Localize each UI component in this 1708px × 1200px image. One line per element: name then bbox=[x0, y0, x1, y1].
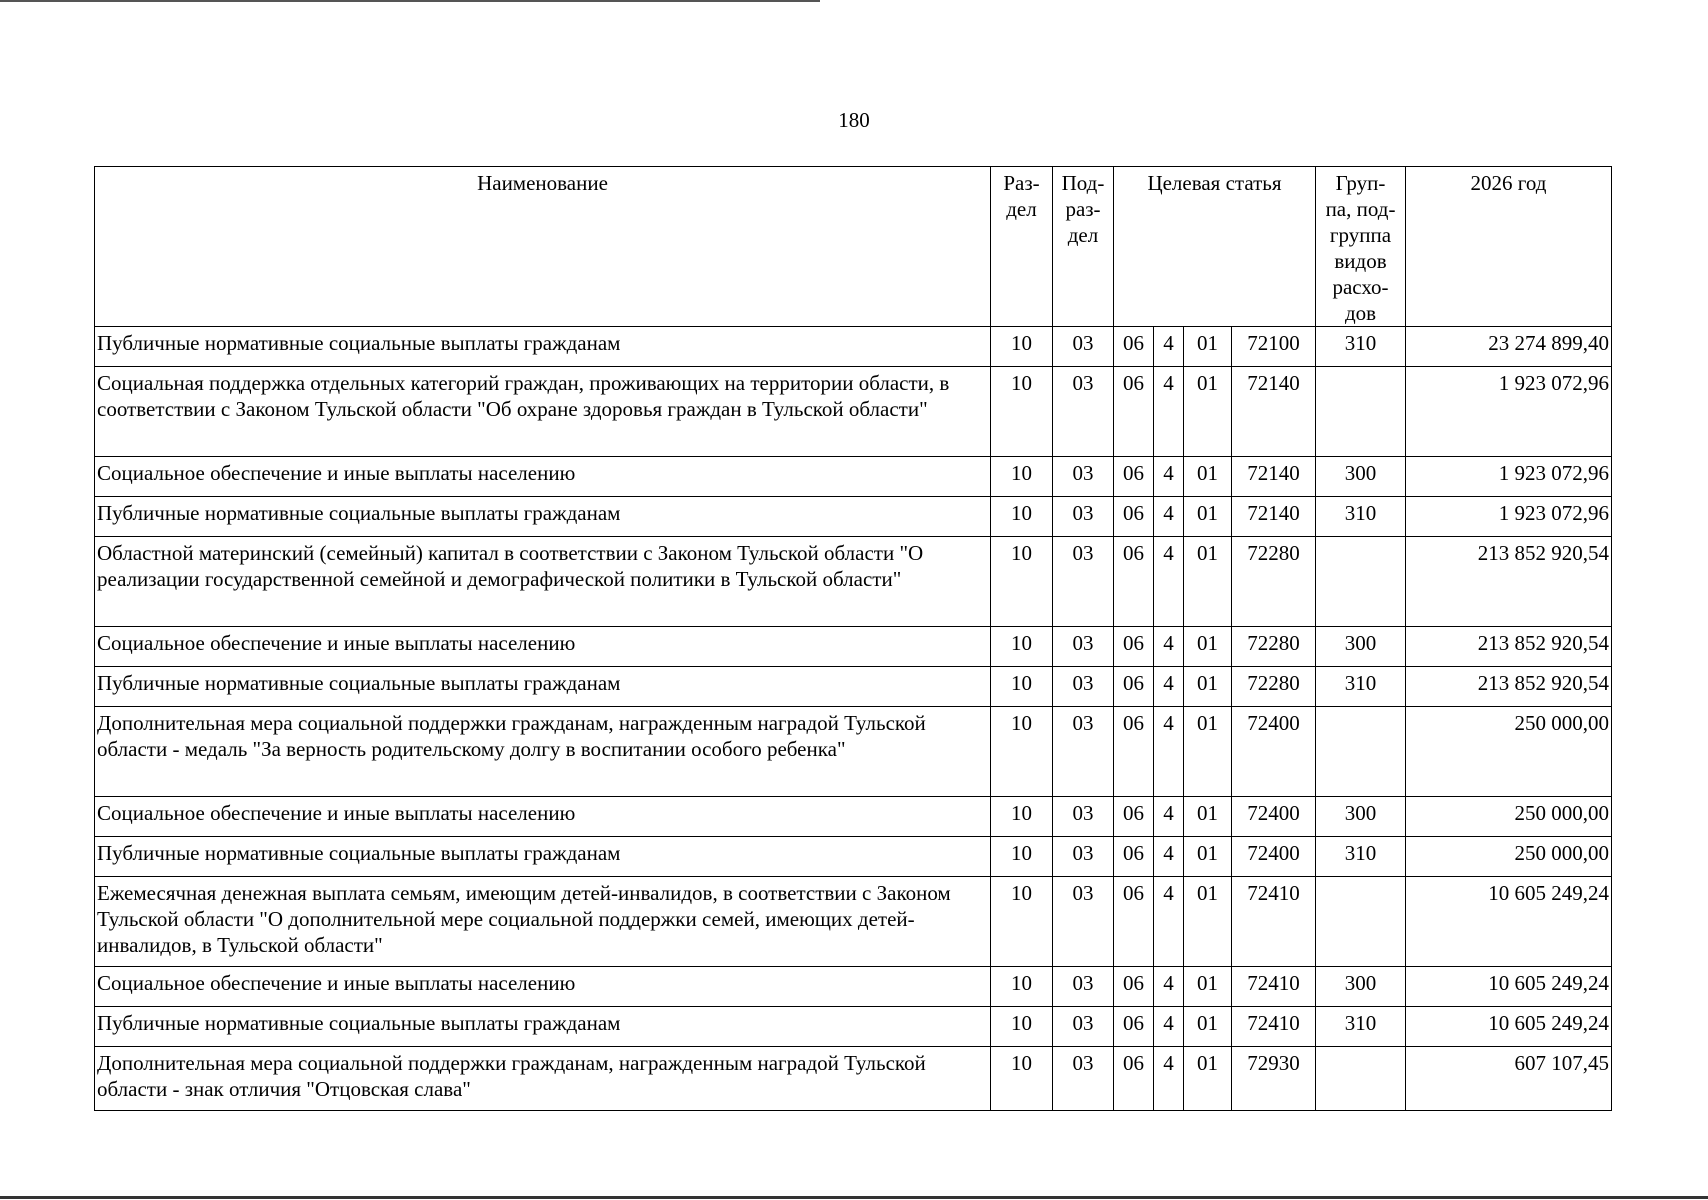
cell-subsection: 03 bbox=[1053, 707, 1114, 797]
cell-section: 10 bbox=[991, 877, 1053, 967]
table-row bbox=[95, 1007, 1612, 1047]
cell-target-type: 4 bbox=[1154, 967, 1184, 1007]
cell-target-subprogram: 01 bbox=[1184, 1007, 1232, 1047]
table-row bbox=[95, 497, 1612, 537]
cell-name: Дополнительная мера социальной поддержки гражданам, награжденным наградой Тульской области - знак отличия "Отцовская слава" bbox=[95, 1047, 991, 1111]
cell-subsection: 03 bbox=[1053, 367, 1114, 457]
cell-name: Публичные нормативные социальные выплаты гражданам bbox=[95, 497, 991, 537]
cell-section: 10 bbox=[991, 327, 1053, 367]
cell-name: Публичные нормативные социальные выплаты гражданам bbox=[95, 837, 991, 877]
cell-expense-group: 310 bbox=[1316, 667, 1406, 707]
cell-expense-group bbox=[1316, 1047, 1406, 1111]
cell-amount: 250 000,00 bbox=[1406, 707, 1612, 797]
cell-target-type: 4 bbox=[1154, 627, 1184, 667]
cell-amount: 1 923 072,96 bbox=[1406, 497, 1612, 537]
cell-section: 10 bbox=[991, 1047, 1053, 1111]
cell-expense-group: 300 bbox=[1316, 457, 1406, 497]
cell-expense-group bbox=[1316, 367, 1406, 457]
cell-target-subprogram: 01 bbox=[1184, 967, 1232, 1007]
header-target-article: Целевая статья bbox=[1114, 167, 1316, 327]
cell-target-type: 4 bbox=[1154, 707, 1184, 797]
cell-target-type: 4 bbox=[1154, 537, 1184, 627]
cell-expense-group: 310 bbox=[1316, 497, 1406, 537]
cell-name: Публичные нормативные социальные выплаты гражданам bbox=[95, 327, 991, 367]
cell-target-subprogram: 01 bbox=[1184, 667, 1232, 707]
page-number: 180 bbox=[838, 108, 870, 132]
table-row bbox=[95, 967, 1612, 1007]
cell-subsection: 03 bbox=[1053, 667, 1114, 707]
cell-section: 10 bbox=[991, 537, 1053, 627]
cell-subsection: 03 bbox=[1053, 627, 1114, 667]
table-header-row bbox=[95, 167, 1612, 327]
table-row bbox=[95, 1047, 1612, 1111]
table-row bbox=[95, 367, 1612, 457]
table-body bbox=[95, 327, 1612, 1111]
cell-subsection: 03 bbox=[1053, 797, 1114, 837]
cell-target-subprogram: 01 bbox=[1184, 327, 1232, 367]
cell-subsection: 03 bbox=[1053, 1047, 1114, 1111]
header-group: Груп- па, под- группа видов расхо- дов bbox=[1316, 167, 1406, 327]
cell-target-program: 06 bbox=[1114, 967, 1154, 1007]
cell-target-type: 4 bbox=[1154, 877, 1184, 967]
cell-target-program: 06 bbox=[1114, 627, 1154, 667]
budget-table bbox=[94, 166, 1612, 1111]
cell-target-type: 4 bbox=[1154, 797, 1184, 837]
cell-target-program: 06 bbox=[1114, 537, 1154, 627]
cell-target-program: 06 bbox=[1114, 877, 1154, 967]
cell-section: 10 bbox=[991, 1007, 1053, 1047]
cell-target-program: 06 bbox=[1114, 327, 1154, 367]
cell-target-direction: 72400 bbox=[1232, 837, 1316, 877]
cell-subsection: 03 bbox=[1053, 967, 1114, 1007]
cell-section: 10 bbox=[991, 967, 1053, 1007]
cell-target-direction: 72400 bbox=[1232, 707, 1316, 797]
cell-name: Социальная поддержка отдельных категорий граждан, проживающих на территории области, в соответствии с Законом Тульской области "Об охране здоровья граждан в Тульской области" bbox=[95, 367, 991, 457]
cell-amount: 607 107,45 bbox=[1406, 1047, 1612, 1111]
header-section: Раз- дел bbox=[991, 167, 1053, 327]
cell-amount: 23 274 899,40 bbox=[1406, 327, 1612, 367]
cell-name: Публичные нормативные социальные выплаты гражданам bbox=[95, 667, 991, 707]
cell-section: 10 bbox=[991, 837, 1053, 877]
table-row bbox=[95, 877, 1612, 967]
cell-target-direction: 72930 bbox=[1232, 1047, 1316, 1111]
table-row bbox=[95, 797, 1612, 837]
cell-target-program: 06 bbox=[1114, 497, 1154, 537]
cell-expense-group bbox=[1316, 877, 1406, 967]
cell-subsection: 03 bbox=[1053, 837, 1114, 877]
cell-target-subprogram: 01 bbox=[1184, 367, 1232, 457]
cell-subsection: 03 bbox=[1053, 497, 1114, 537]
cell-expense-group bbox=[1316, 537, 1406, 627]
cell-subsection: 03 bbox=[1053, 327, 1114, 367]
cell-target-program: 06 bbox=[1114, 367, 1154, 457]
cell-name: Социальное обеспечение и иные выплаты населению bbox=[95, 627, 991, 667]
table-row bbox=[95, 327, 1612, 367]
cell-target-type: 4 bbox=[1154, 327, 1184, 367]
cell-amount: 10 605 249,24 bbox=[1406, 1007, 1612, 1047]
cell-amount: 1 923 072,96 bbox=[1406, 457, 1612, 497]
table-row bbox=[95, 537, 1612, 627]
cell-target-direction: 72140 bbox=[1232, 497, 1316, 537]
cell-section: 10 bbox=[991, 667, 1053, 707]
cell-target-type: 4 bbox=[1154, 1047, 1184, 1111]
cell-amount: 10 605 249,24 bbox=[1406, 967, 1612, 1007]
cell-target-program: 06 bbox=[1114, 707, 1154, 797]
cell-name: Социальное обеспечение и иные выплаты населению bbox=[95, 457, 991, 497]
cell-target-direction: 72100 bbox=[1232, 327, 1316, 367]
cell-target-subprogram: 01 bbox=[1184, 457, 1232, 497]
cell-amount: 250 000,00 bbox=[1406, 797, 1612, 837]
table-row bbox=[95, 707, 1612, 797]
cell-target-program: 06 bbox=[1114, 457, 1154, 497]
cell-target-program: 06 bbox=[1114, 667, 1154, 707]
cell-target-direction: 72280 bbox=[1232, 667, 1316, 707]
cell-section: 10 bbox=[991, 797, 1053, 837]
cell-target-subprogram: 01 bbox=[1184, 707, 1232, 797]
cell-target-subprogram: 01 bbox=[1184, 837, 1232, 877]
cell-target-subprogram: 01 bbox=[1184, 537, 1232, 627]
cell-subsection: 03 bbox=[1053, 1007, 1114, 1047]
table-row bbox=[95, 837, 1612, 877]
cell-expense-group: 310 bbox=[1316, 837, 1406, 877]
cell-section: 10 bbox=[991, 627, 1053, 667]
cell-name: Дополнительная мера социальной поддержки гражданам, награжденным наградой Тульской области - медаль "За верность родительскому долгу в воспитании особого ребенка" bbox=[95, 707, 991, 797]
cell-target-program: 06 bbox=[1114, 797, 1154, 837]
cell-target-type: 4 bbox=[1154, 1007, 1184, 1047]
cell-target-direction: 72140 bbox=[1232, 457, 1316, 497]
cell-target-program: 06 bbox=[1114, 837, 1154, 877]
cell-target-subprogram: 01 bbox=[1184, 797, 1232, 837]
cell-expense-group: 310 bbox=[1316, 1007, 1406, 1047]
cell-target-program: 06 bbox=[1114, 1047, 1154, 1111]
cell-name: Социальное обеспечение и иные выплаты населению bbox=[95, 797, 991, 837]
cell-target-direction: 72410 bbox=[1232, 1007, 1316, 1047]
cell-subsection: 03 bbox=[1053, 457, 1114, 497]
cell-section: 10 bbox=[991, 457, 1053, 497]
scan-bottom-edge bbox=[0, 1196, 1708, 1199]
cell-target-direction: 72410 bbox=[1232, 967, 1316, 1007]
cell-amount: 250 000,00 bbox=[1406, 837, 1612, 877]
cell-name: Публичные нормативные социальные выплаты гражданам bbox=[95, 1007, 991, 1047]
cell-section: 10 bbox=[991, 707, 1053, 797]
cell-target-subprogram: 01 bbox=[1184, 1047, 1232, 1111]
cell-target-type: 4 bbox=[1154, 367, 1184, 457]
cell-section: 10 bbox=[991, 367, 1053, 457]
cell-target-subprogram: 01 bbox=[1184, 497, 1232, 537]
cell-target-direction: 72400 bbox=[1232, 797, 1316, 837]
cell-target-direction: 72280 bbox=[1232, 537, 1316, 627]
table-row bbox=[95, 667, 1612, 707]
cell-expense-group: 300 bbox=[1316, 627, 1406, 667]
table-row bbox=[95, 627, 1612, 667]
header-subsection: Под- раз- дел bbox=[1053, 167, 1114, 327]
cell-expense-group: 300 bbox=[1316, 967, 1406, 1007]
cell-amount: 213 852 920,54 bbox=[1406, 537, 1612, 627]
cell-expense-group bbox=[1316, 707, 1406, 797]
cell-subsection: 03 bbox=[1053, 877, 1114, 967]
scan-top-edge bbox=[0, 0, 820, 2]
cell-target-type: 4 bbox=[1154, 837, 1184, 877]
header-name: Наименование bbox=[95, 167, 991, 327]
cell-target-subprogram: 01 bbox=[1184, 877, 1232, 967]
cell-section: 10 bbox=[991, 497, 1053, 537]
cell-amount: 1 923 072,96 bbox=[1406, 367, 1612, 457]
cell-target-direction: 72410 bbox=[1232, 877, 1316, 967]
cell-target-subprogram: 01 bbox=[1184, 627, 1232, 667]
cell-amount: 213 852 920,54 bbox=[1406, 667, 1612, 707]
cell-name: Ежемесячная денежная выплата семьям, имеющим детей-инвалидов, в соответствии с Законом Тульской области "О дополнительной мере социальной поддержки семей, имеющих детей-инвалидов, в Тульской области" bbox=[95, 877, 991, 967]
cell-name: Социальное обеспечение и иные выплаты населению bbox=[95, 967, 991, 1007]
cell-name: Областной материнский (семейный) капитал в соответствии с Законом Тульской области "О реализации государственной семейной и демографической политики в Тульской области" bbox=[95, 537, 991, 627]
cell-target-type: 4 bbox=[1154, 667, 1184, 707]
cell-expense-group: 310 bbox=[1316, 327, 1406, 367]
cell-amount: 10 605 249,24 bbox=[1406, 877, 1612, 967]
table-row bbox=[95, 457, 1612, 497]
cell-expense-group: 300 bbox=[1316, 797, 1406, 837]
cell-target-direction: 72280 bbox=[1232, 627, 1316, 667]
cell-subsection: 03 bbox=[1053, 537, 1114, 627]
cell-target-type: 4 bbox=[1154, 497, 1184, 537]
cell-target-program: 06 bbox=[1114, 1007, 1154, 1047]
cell-target-type: 4 bbox=[1154, 457, 1184, 497]
header-year: 2026 год bbox=[1406, 167, 1612, 327]
cell-target-direction: 72140 bbox=[1232, 367, 1316, 457]
cell-amount: 213 852 920,54 bbox=[1406, 627, 1612, 667]
